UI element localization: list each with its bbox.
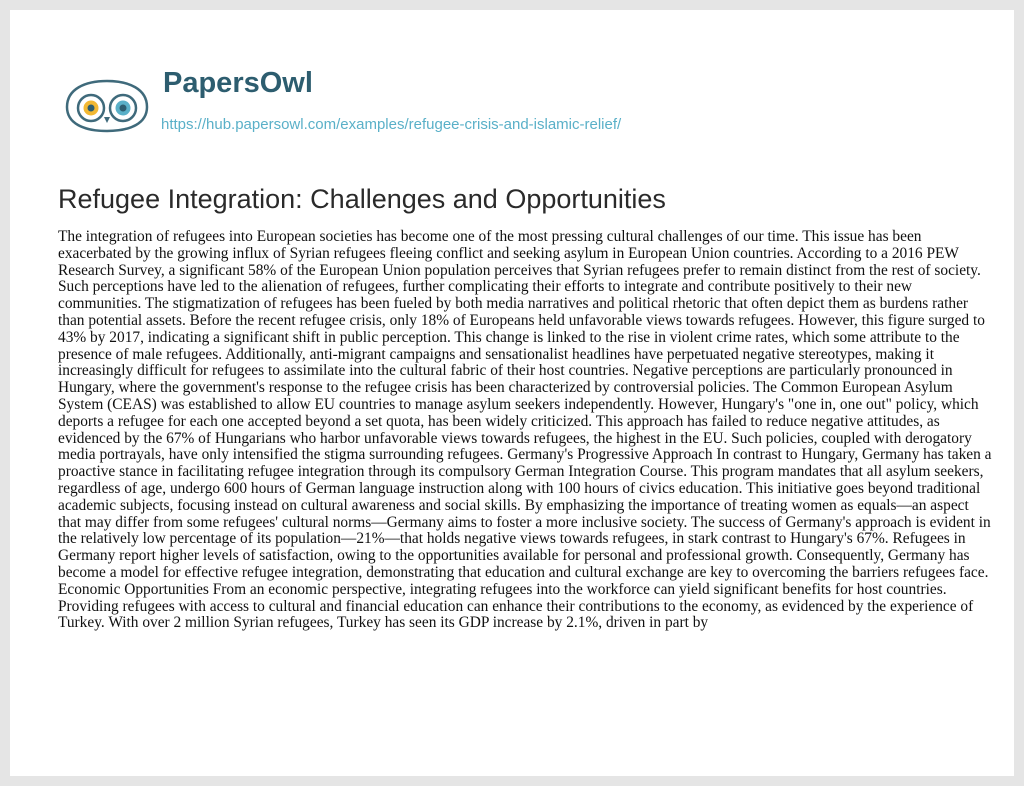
brand-name[interactable]: PapersOwl <box>163 67 313 99</box>
owl-eyes-icon <box>57 77 157 135</box>
source-url-link[interactable]: https://hub.papersowl.com/examples/refugee-crisis-and-islamic-relief/ <box>161 116 622 133</box>
document-body-text: The integration of refugees into European societies has become one of the most pressing cultural challenges of our time. This issue has been exacerbated by the growing influx of Syrian refugees fleeing conflict and seeking asylum in European Union countries. According to a 2016 PEW Research Survey, a significant 58% of the European Union population perceives that Syrian refugees prefer to remain distinct from the rest of society. Such perceptions have led to the alienation of refugees, further complicating their efforts to integrate and contribute positively to their new communities. The stigmatization of refugees has been fueled by both media narratives and political rhetoric that often depict them as burdens rather than potential assets. Before the recent refugee crisis, only 18% of Europeans held unfavorable views towards refugees. However, this figure surged to 43% by 2017, indicating a significant shift in public perception. This change is linked to the rise in violent crime rates, which some attribute to the presence of male refugees. Additionally, anti-migrant campaigns and sensationalist headlines have perpetuated negative stereotypes, making it increasingly difficult for refugees to assimilate into the cultural fabric of their host countries. Negative perceptions are particularly pronounced in Hungary, where the government's response to the refugee crisis has been characterized by controversial policies. The Common European Asylum System (CEAS) was established to allow EU countries to manage asylum seekers independently. However, Hungary's "one in, one out" policy, which deports a refugee for each one accepted beyond a set quota, has been widely criticized. This approach has failed to reduce negative attitudes, as evidenced by the 67% of Hungarians who harbor unfavorable views towards refugees, the highest in the EU. Such policies, coupled with derogatory media portrayals, have only intensified the stigma surrounding refugees. Germany's Progressive Approach In contrast to Hungary, Germany has taken a proactive stance in facilitating refugee integration through its compulsory German Integration Course. This program mandates that all asylum seekers, regardless of age, undergo 600 hours of German language instruction along with 100 hours of civics education. This initiative goes beyond traditional academic subjects, focusing instead on cultural awareness and social skills. By emphasizing the importance of treating women as equals—an aspect that may differ from some refugees' cultural norms—Germany aims to foster a more inclusive society. The success of Germany's approach is evident in the relatively low percentage of its population—21%—that holds negative views towards refugees, in stark contrast to Hungary's 67%. Refugees in Germany report higher levels of satisfaction, owing to the opportunities available for personal and professional growth. Consequently, Germany has become a model for effective refugee integration, demonstrating that education and cultural exchange are key to overcoming the barriers refugees face. Economic Opportunities From an economic perspective, integrating refugees into the workforce can yield significant benefits for host countries. Providing refugees with access to cultural and financial education can enhance their contributions to the economy, as evidenced by the experience of Turkey. With over 2 million Syrian refugees, Turkey has seen its GDP increase by 2.1%, driven in part by <box>58 228 992 632</box>
document-page <box>10 10 1014 776</box>
document-title: Refugee Integration: Challenges and Opportunities <box>58 184 666 214</box>
